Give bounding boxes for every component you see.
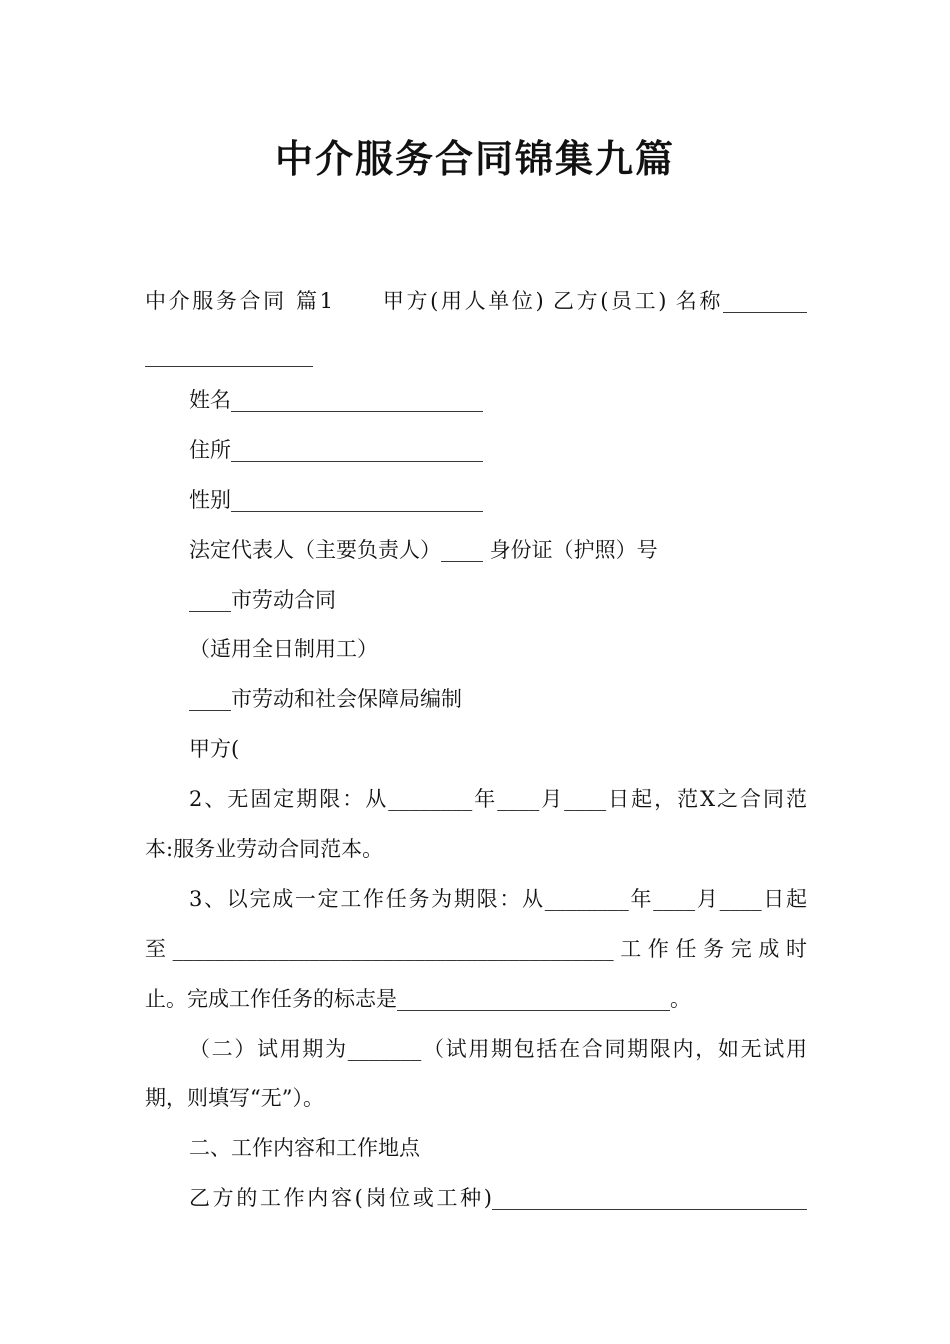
probation-line-2: 期，则填写“无”）。 xyxy=(145,1086,324,1110)
work-content-line: 乙方的工作内容(岗位或工种)______________________________ xyxy=(189,1186,807,1210)
probation-line-1: （二）试用期为_______（试用期包括在合同期限内，如无试用 xyxy=(189,1037,807,1061)
text-line-city-contract: ____市劳动合同 xyxy=(189,588,336,612)
section-heading-work: 二、工作内容和工作地点 xyxy=(189,1136,420,1160)
clause-2-line-1: 2、无固定期限：从________年____月____日起，范X之合同范 xyxy=(189,787,807,811)
clause-2-line-2: 本:服务业劳动合同范本。 xyxy=(145,837,384,861)
text-line-fulltime: （适用全日制用工） xyxy=(189,637,378,661)
text-line-1: 中介服务合同 篇1 甲方(用人单位) 乙方(员工) 名称________ xyxy=(145,289,808,313)
field-name: 姓名________________________ xyxy=(189,388,483,412)
field-address: 住所________________________ xyxy=(189,438,483,462)
text-line-party-a: 甲方( xyxy=(189,737,240,761)
clause-3-line-1: 3、以完成一定工作任务为期限：从________年____月____日起 xyxy=(189,887,807,911)
text-line-bureau: ____市劳动和社会保障局编制 xyxy=(189,687,462,711)
clause-3-line-3: 止。完成工作任务的标志是__________________________。 xyxy=(145,987,691,1011)
text-line-2: ________________ xyxy=(145,343,313,367)
document-title: 中介服务合同锦集九篇 xyxy=(274,137,675,181)
field-legal-representative: 法定代表人（主要负责人）____ 身份证（护照）号 xyxy=(189,538,658,562)
field-gender: 性别________________________ xyxy=(189,488,483,512)
clause-3-line-2: 至__________________________________________工作任务完成时 xyxy=(145,937,807,961)
